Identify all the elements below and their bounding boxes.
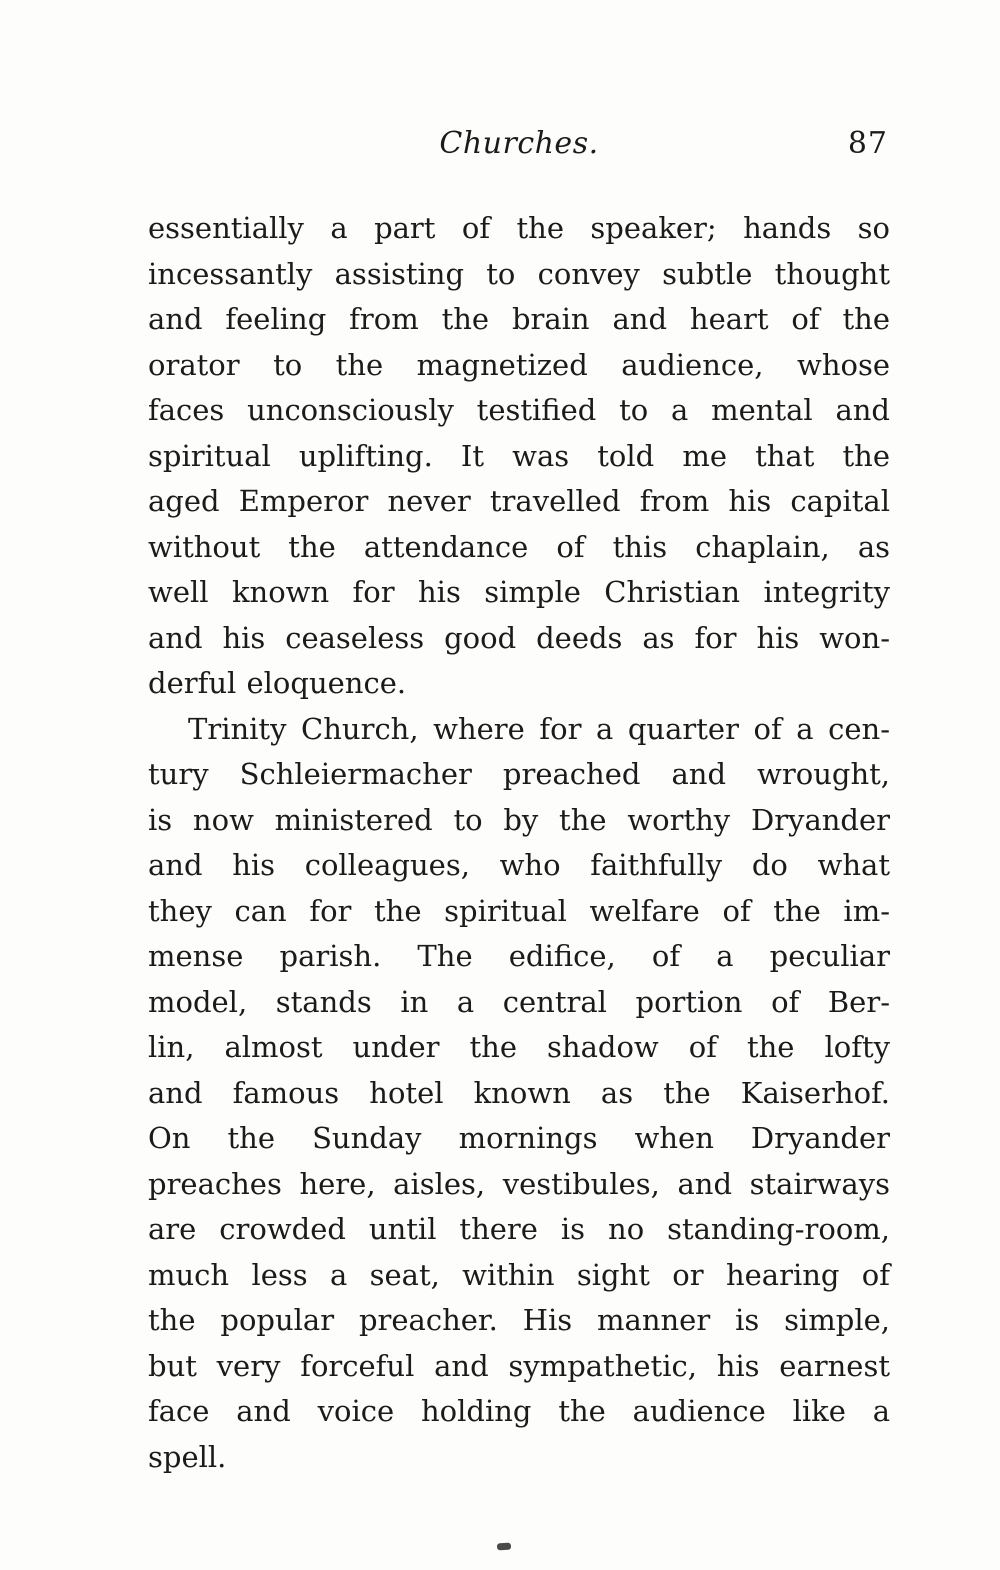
text-line: and his ceaseless good deeds as for his won- <box>148 620 890 655</box>
text-line: well known for his simple Christian integrity <box>148 575 890 609</box>
text-line: incessantly assisting to convey subtle thought <box>148 256 890 291</box>
text-line: spell. <box>148 1439 227 1474</box>
text-line: and his colleagues, who faithfully do what <box>148 848 890 882</box>
page-header <box>148 126 890 178</box>
text-line: tury Schleiermacher preached and wrought, <box>148 757 890 791</box>
text-line: derful eloquence. <box>148 666 407 700</box>
text-line: without the attendance of this chaplain, as <box>148 529 890 564</box>
text-line: and feeling from the brain and heart of the <box>148 302 890 336</box>
running-title: Churches. <box>439 126 599 161</box>
text-line: mense parish. The edifice, of a peculiar <box>148 939 890 973</box>
paragraph <box>148 707 890 1481</box>
text-line: the popular preacher. His manner is simple, <box>148 1303 890 1337</box>
text-line: are crowded until there is no standing-room, <box>148 1212 890 1246</box>
scan-artifact <box>497 1543 511 1551</box>
text-line: face and voice holding the audience like a <box>148 1394 890 1428</box>
text-line: model, stands in a central portion of Ber- <box>148 984 890 1019</box>
text-line: spiritual uplifting. It was told me that the <box>148 438 890 473</box>
text-line: essentially a part of the speaker; hands so <box>148 211 890 245</box>
text-line: but very forceful and sympathetic, his earnest <box>148 1348 890 1383</box>
text-block <box>148 206 890 1480</box>
paragraph <box>148 206 890 707</box>
text-line: orator to the magnetized audience, whose <box>148 347 890 382</box>
text-line: much less a seat, within sight or hearing of <box>148 1257 890 1292</box>
text-line: Trinity Church, where for a quarter of a cen- <box>188 711 890 746</box>
text-line: is now ministered to by the worthy Dryander <box>148 802 890 837</box>
page-content <box>148 126 890 1480</box>
text-line: lin, almost under the shadow of the lofty <box>148 1030 890 1064</box>
text-line: aged Emperor never travelled from his capital <box>148 484 890 518</box>
page-number: 87 <box>847 126 888 161</box>
text-line: preaches here, aisles, vestibules, and stairways <box>148 1166 890 1201</box>
text-line: faces unconsciously testified to a mental and <box>148 393 890 427</box>
text-line: and famous hotel known as the Kaiserhof. <box>148 1075 890 1110</box>
text-line: On the Sunday mornings when Dryander <box>148 1121 890 1155</box>
text-line: they can for the spiritual welfare of the im- <box>148 893 890 928</box>
